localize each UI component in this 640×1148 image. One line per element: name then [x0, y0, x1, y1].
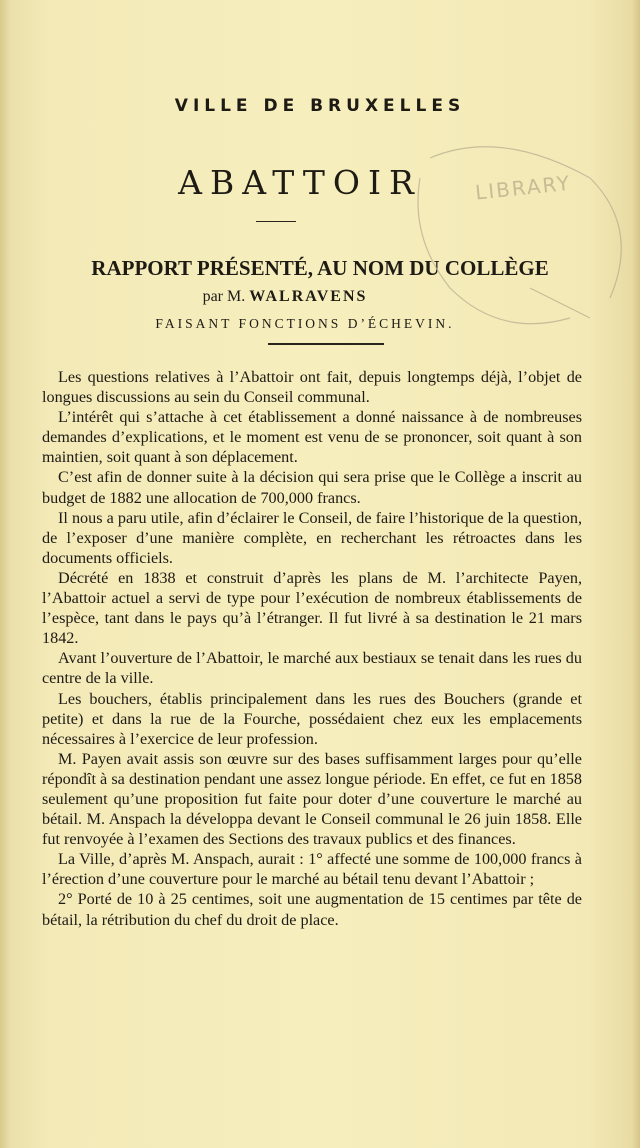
paragraph: Avant l’ouverture de l’Abattoir, le marché aux bestiaux se tenait dans les rues du centre de la ville. — [42, 649, 582, 688]
stamp-text: LIBRARY — [473, 170, 573, 205]
paragraph: La Ville, d’après M. Anspach, aurait : 1° affecté une somme de 100,000 francs à l’érection d’une couverture pour le marché au bétail tenu devant l’Abattoir ; — [42, 850, 582, 889]
paragraph: Les questions relatives à l’Abattoir ont fait, depuis longtemps déjà, l’objet de longues discussions au sein du Conseil communal. — [42, 368, 582, 407]
city-heading: VILLE DE BRUXELLES — [174, 96, 466, 116]
page-edge-right — [632, 0, 640, 1148]
paragraph: M. Payen avait assis son œuvre sur des bases suffisamment larges pour qu’elle répondît à sa destination pendant une assez longue période. En effet, ce fut en 1858 seulement qu’une proposition fut faite pour doter d’une couverture le marché au bétail. M. Anspach la développa devant le Conseil communal le 26 juin 1858. Elle fut renvoyée à l’examen des Sections des travaux publics et des finances. — [42, 749, 582, 849]
paragraph: C’est afin de donner suite à la décision qui sera prise que le Collège a inscrit au budget de 1882 une allocation de 700,000 francs. — [42, 468, 582, 507]
author-function: FAISANT FONCTIONS D’ÉCHEVIN. — [155, 316, 455, 331]
title-divider — [256, 221, 296, 222]
document-title: ABATTOIR — [178, 163, 422, 202]
paragraph: Décrété en 1838 et construit d’après les plans de M. l’architecte Payen, l’Abattoir actuel a servi de type pour l’exécution de nombreux établissements de l’espèce, tant dans le pays qu’à l’étranger. Il fut livré à sa destination le 21 mars 1842. — [42, 568, 582, 648]
header-divider — [268, 343, 384, 345]
report-body — [42, 367, 582, 930]
paragraph: Les bouchers, établis principalement dans les rues des Bouchers (grande et petite) et dans la rue de la Fourche, possédaient chez eux les emplacements nécessaires à l’exercice de leur profession. — [42, 689, 582, 748]
author-name: WALRAVENS — [249, 288, 368, 305]
paragraph: 2° Porté de 10 à 25 centimes, soit une augmentation de 15 centimes par tête de bétail, la rétribution du chef du droit de place. — [42, 890, 582, 929]
author-line — [0, 288, 570, 306]
author-prefix: par M. — [202, 288, 246, 305]
report-heading: RAPPORT PRÉSENTÉ, AU NOM DU COLLÈGE — [91, 256, 549, 280]
paragraph: L’intérêt qui s’attache à cet établissement a donné naissance à de nombreuses demandes d’explications, et le moment est venu de se prononcer, soit quant à son maintien, soit quant à son déplacement. — [42, 408, 582, 467]
paragraph: Il nous a paru utile, afin d’éclairer le Conseil, de faire l’historique de la question, de l’exposer d’une manière complète, en recherchant les rétroactes dans les documents officiels. — [42, 508, 582, 567]
